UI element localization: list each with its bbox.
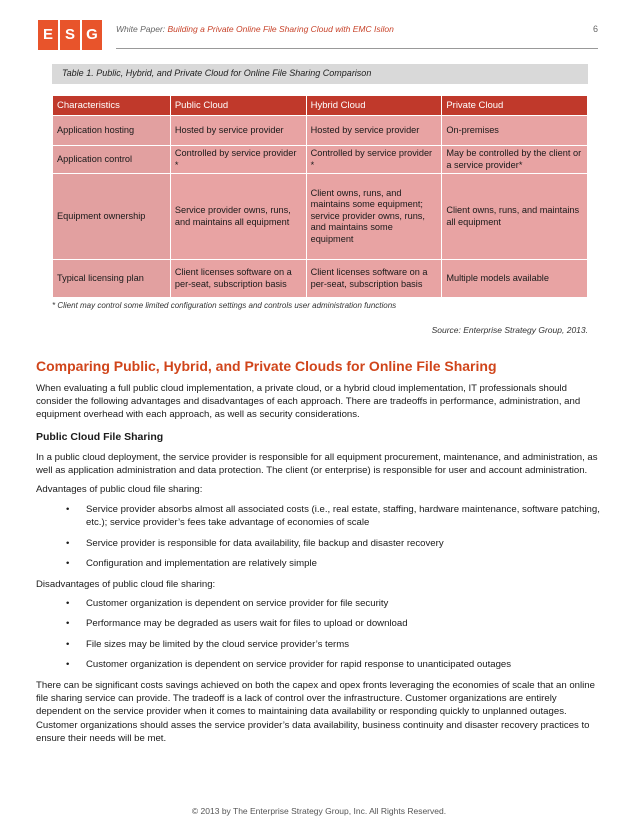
- table-cell: Controlled by service provider *: [170, 146, 306, 174]
- table-cell: May be controlled by the client or a service provider*: [442, 146, 588, 174]
- table-cell: Client licenses software on a per-seat, subscription basis: [170, 260, 306, 298]
- list-item: • Customer organization is dependent on service provider for rapid response to unanticipated outages: [36, 658, 602, 671]
- disadvantages-list: [36, 597, 602, 672]
- esg-logo: [38, 20, 104, 50]
- list-item: • Service provider absorbs almost all associated costs (i.e., real estate, staffing, hardware maintenance, software patching, etc.); service provider’s fees take advantage of economies of scale: [36, 503, 602, 530]
- header-title-main: Building a Private Online File Sharing Cloud with EMC Isilon: [167, 24, 394, 34]
- table-cell: Hosted by service provider: [170, 116, 306, 146]
- header-divider: [116, 48, 598, 49]
- column-header: Private Cloud: [442, 96, 588, 116]
- table-cell: Equipment ownership: [53, 174, 171, 260]
- logo-letter-g: G: [82, 20, 102, 50]
- table-row: [53, 174, 588, 260]
- table-cell: Application control: [53, 146, 171, 174]
- table-row: [53, 146, 588, 174]
- table-caption: Table 1. Public, Hybrid, and Private Cloud for Online File Sharing Comparison: [52, 64, 588, 84]
- page-header: [38, 20, 598, 50]
- table-cell: Multiple models available: [442, 260, 588, 298]
- closing-paragraph: There can be significant costs savings achieved on both the capex and opex fronts leveraging the economies of scale that an online file sharing service can provide. The tradeoff is a lack of control over the infrastructure. Customer organizations are entirely dependent on the service provider when it comes to maintaining data availability or responding quickly to unplanned outages. Customer organizations should asses the service provider’s data availability, business continuity and disaster recovery practices to ensure their needs will be met.: [36, 679, 595, 745]
- disadvantages-label: Disadvantages of public cloud file sharing:: [36, 578, 216, 590]
- list-item: • Configuration and implementation are relatively simple: [36, 557, 602, 570]
- advantages-list: [36, 503, 602, 571]
- table-row: [53, 116, 588, 146]
- table-row: [53, 260, 588, 298]
- list-item: • Service provider is responsible for data availability, file backup and disaster recovery: [36, 537, 602, 550]
- table-cell: Service provider owns, runs, and maintains all equipment: [170, 174, 306, 260]
- table-header-row: [53, 96, 588, 116]
- table-cell: Client owns, runs, and maintains some equipment; service provider owns, runs, and maintains some equipment: [306, 174, 442, 260]
- logo-letter-e: E: [38, 20, 58, 50]
- article-body: [36, 357, 602, 752]
- comparison-table: [52, 95, 588, 298]
- section-heading: Comparing Public, Hybrid, and Private Clouds for Online File Sharing: [36, 358, 497, 374]
- page-footer: © 2013 by The Enterprise Strategy Group, Inc. All Rights Reserved.: [191, 806, 447, 816]
- table-cell: Hosted by service provider: [306, 116, 442, 146]
- column-header: Hybrid Cloud: [306, 96, 442, 116]
- table-cell: Typical licensing plan: [53, 260, 171, 298]
- paragraph: In a public cloud deployment, the service provider is responsible for all equipment procurement, maintenance, and administration, as well as application administration and data protection. The client (or enterprise) is responsible for user and account administration.: [36, 451, 598, 476]
- list-item: • File sizes may be limited by the cloud service provider’s terms: [36, 638, 602, 651]
- table-cell: On-premises: [442, 116, 588, 146]
- table-source: Source: Enterprise Strategy Group, 2013.: [431, 325, 588, 335]
- logo-letter-s: S: [60, 20, 80, 50]
- table-footnote: * Client may control some limited configuration settings and controls user administration functions: [52, 301, 397, 310]
- table-cell: Controlled by service provider *: [306, 146, 442, 174]
- column-header: Public Cloud: [170, 96, 306, 116]
- table-cell: Application hosting: [53, 116, 171, 146]
- intro-paragraph: When evaluating a full public cloud implementation, a private cloud, or a hybrid cloud implementation, IT professionals should consider the following advantages and disadvantages of each approach. There are tradeoffs in performance, administration, and equipment overhead with each approach, as well as security considerations.: [36, 382, 581, 421]
- header-title: [116, 24, 394, 34]
- list-item: • Customer organization is dependent on service provider for file security: [36, 597, 602, 610]
- table-cell: Client licenses software on a per-seat, subscription basis: [306, 260, 442, 298]
- list-item: • Performance may be degraded as users wait for files to upload or download: [36, 617, 602, 630]
- page-number: 6: [592, 24, 598, 34]
- header-title-prefix: White Paper:: [116, 24, 168, 34]
- table-cell: Client owns, runs, and maintains all equipment: [442, 174, 588, 260]
- advantages-label: Advantages of public cloud file sharing:: [36, 484, 203, 496]
- column-header: Characteristics: [53, 96, 171, 116]
- subsection-heading: Public Cloud File Sharing: [36, 430, 164, 443]
